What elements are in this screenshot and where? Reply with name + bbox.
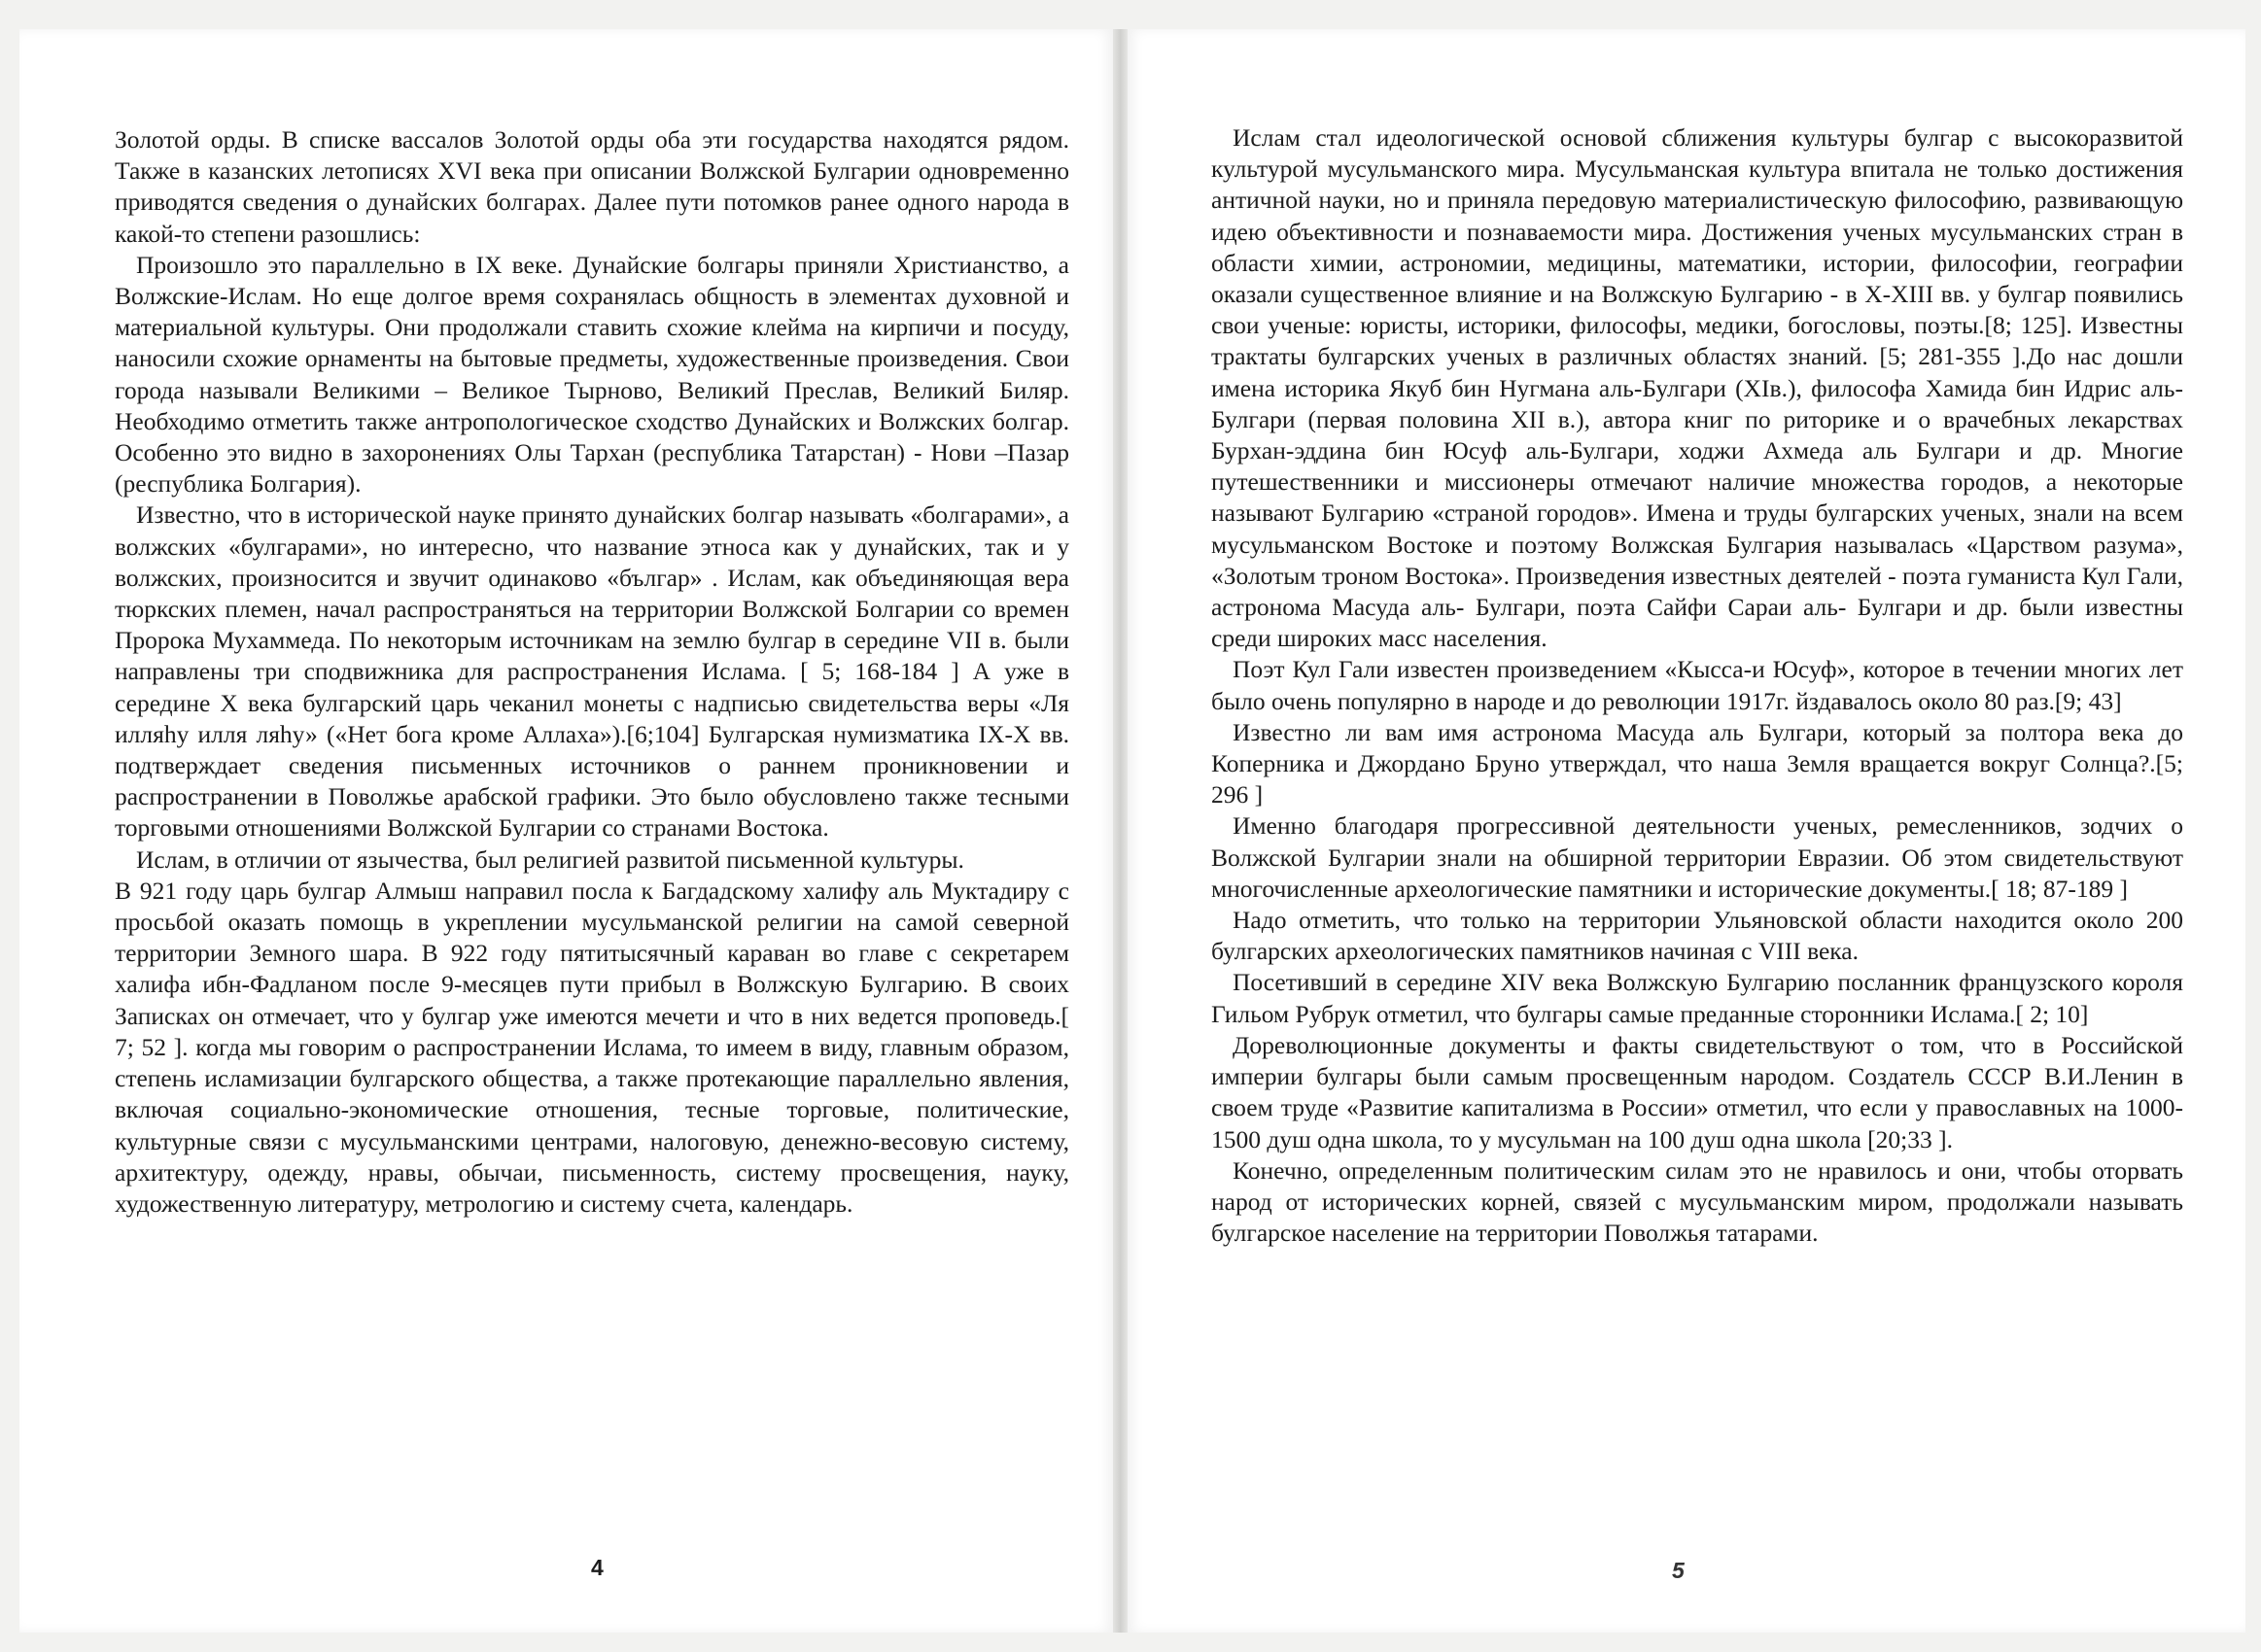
paragraph: Дореволюционные документы и факты свидетельствуют о том, что в Российской империи булгары были самым просвещенным народом. Создатель СССР В.И.Ленин в своем труде «Развитие капитализма в России» отметил, что если у православных на 1000-1500 душ одна школа, то у мусульман на 100 душ одна школа [20;33 ]. xyxy=(1211,1030,2183,1153)
page-number: 4 xyxy=(591,1555,604,1580)
paragraph: Надо отметить, что только на территории Ульяновской области находится около 200 булгарских археологических памятников начиная с VIII века. xyxy=(1211,906,2183,966)
paragraph: Посетивший в середине XIV века Волжскую Булгарию посланник французского короля Гильом Рубрук отметил, что булгары самые преданные сторонники Ислама.[ 2; 10] xyxy=(1211,968,2183,1028)
paragraph: Ислам, в отличии от язычества, был религией развитой письменной культуры. xyxy=(136,844,964,874)
paragraph: Известно, что в исторической науке принято дунайских болгар называть «болгарами», а волжских «булгарами», но интересно, что название этноса как у дунайских, так и у волжских, произносится и звучит одинаково «българ» . Ислам, как объединяющая вера тюркских племен, начал распространяться на территории Волжской Болгарии со времен Пророка Мухаммеда. По некоторым источникам на землю булгар в середине VII в. были направлены три сподвижника для распространения Ислама. [ 5; 168-184 ] А уже в середине X века булгарский царь чеканил монеты с надписью свидетельства веры «Ля илляhу илля ляhу» («Нет бога кроме Аллаха»).[6;104] Булгарская нумизматика IX-X вв. подтверждает сведения письменных источников о раннем проникновении и распространении в Поволжье арабской графики. Это было обусловлено также тесными торговыми отношениями Волжской Булгарии со странами Востока. xyxy=(115,500,1069,843)
paragraph: Именно благодаря прогрессивной деятельности ученых, ремесленников, зодчих о Волжской Булгарии знали на обширной территории Евразии. Об этом свидетельствуют многочисленные археологические памятники и исторические документы.[ 18; 87-189 ] xyxy=(1211,811,2183,903)
left-page-text xyxy=(115,124,1069,1220)
paragraph: В 921 году царь булгар Алмыш направил посла к Багдадскому халифу аль Муктадиру с просьбой оказать помощь в укреплении мусульманской религии на самой северной территории Земного шара. В 922 году пятитысячный караван во главе с секретарем халифа ибн-Фадланом после 9-месяцев пути прибыл в Волжскую Булгарию. В своих Записках он отмечает, что у булгар уже имеются мечети и что в них ведется проповедь.[ 7; 52 ]. когда мы говорим о распространении Ислама, то имеем в виду, главным образом, степень исламизации булгарского общества, а также протекающие параллельно явления, включая социально-экономические отношения, тесные торговые, политические, культурные связи с мусульманскими центрами, налоговую, денежно-весовую систему, архитектуру, одежду, нравы, обычаи, письменность, систему просвещения, науку, художественную литературу, метрологию и систему счета, календарь. xyxy=(115,876,1069,1218)
right-page xyxy=(1128,29,2245,1633)
paragraph: Ислам стал идеологической основой сближения культуры булгар с высокоразвитой культурой мусульманского мира. Мусульманская культура впитала не только достижения античной науки, но и приняла передовую материалистическую философию, развивающую идею объективности и познаваемости мира. Достижения ученых мусульманских стран в области химии, астрономии, медицины, математики, истории, философии, географии оказали существенное влияние и на Волжскую Булгарию - в X-XIII вв. у булгар появились свои ученые: юристы, историки, философы, медики, богословы, поэты.[8; 125]. Известны трактаты булгарских ученых в различных областях знаний. [5; 281-355 ].До нас дошли имена историка Якуб бин Нугмана аль-Булгари (XIв.), философа Хамида бин Идрис аль-Булгари (первая половина XII в.), автора книг по риторике и о врачебных лекарствах Бурхан-эддина бин Юсуф аль-Булгари, ходжи Ахмеда аль Булгари и др. Многие путешественники и миссионеры отмечают наличие множества городов, а некоторые называют Булгарию «страной городов». Имена и труды булгарских ученых, знали на всем мусульманском Востоке и поэтому Волжская Булгария называлась «Царством разума», «Золотым троном Востока». Произведения известных деятелей - поэта гуманиста Кул Гали, астронома Масуда аль- Булгари, поэта Сайфи Сараи аль- Булгари и др. были известны среди широких масс населения. xyxy=(1211,123,2183,653)
paragraph: Конечно, определенным политическим силам это не нравилось и они, чтобы оторвать народ от исторических корней, связей с мусульманским миром, продолжали называть булгарское население на территории Поволжья татарами. xyxy=(1211,1155,2183,1248)
page-number: 5 xyxy=(1672,1558,1685,1583)
paragraph: Произошло это параллельно в IX веке. Дунайские болгары приняли Христианство, а Волжские-Ислам. Но еще долгое время сохранялась общность в элементах духовной и материальной культуры. Они продолжали ставить схожие клейма на кирпичи и посуду, наносили схожие орнаменты на бытовые предметы, художественные произведения. Свои города называли Великими – Великое Тырново, Великий Преслав, Великий Биляр. Необходимо отметить также антропологическое сходство Дунайских и Волжских болгар. Особенно это видно в захоронениях Олы Тархан (республика Татарстан) - Нови –Пазар (республика Болгария). xyxy=(115,250,1069,499)
left-page xyxy=(19,29,1113,1633)
paragraph: Известно ли вам имя астронома Масуда аль Булгари, который за полтора века до Коперника и Джордано Бруно утверждал, что наша Земля вращается вокруг Солнца?.[5; 296 ] xyxy=(1211,717,2183,809)
paragraph: Золотой орды. В списке вассалов Золотой орды оба эти государства находятся рядом. Также в казанских летописях XVI века при описании Волжской Булгарии одновременно приводятся сведения о дунайских болгарах. Далее пути потомков ранее одного народа в какой-то степени разошлись: xyxy=(115,125,1069,248)
paragraph: Поэт Кул Гали известен произведением «Кысса-и Юсуф», которое в течении многих лет было очень популярно в народе и до революции 1917г. йздавалось около 80 раз.[9; 43] xyxy=(1211,655,2183,715)
book-gutter xyxy=(1113,29,1128,1633)
right-page-text xyxy=(1211,122,2183,1249)
